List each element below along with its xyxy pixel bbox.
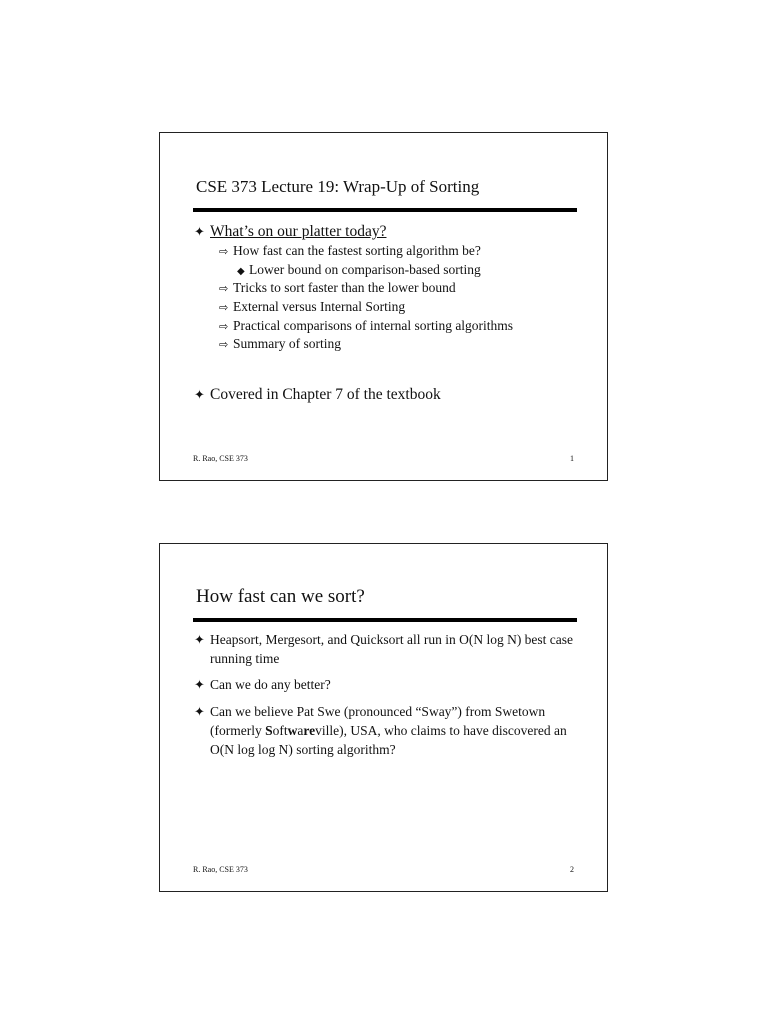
page-number: 2 xyxy=(570,865,574,874)
sub-item xyxy=(219,242,481,261)
bold-letter: e xyxy=(309,723,316,738)
slide-2 xyxy=(159,543,608,892)
slide-title: How fast can we sort? xyxy=(196,586,365,607)
sub-item xyxy=(219,298,405,317)
bullet-item xyxy=(194,222,386,242)
slide-title: CSE 373 Lecture 19: Wrap-Up of Sorting xyxy=(196,177,480,196)
bullet-text-part: oft xyxy=(272,723,288,738)
bullet-text-part: ville), USA, who claims to have discovered an O(N log log N) sorting algorithm? xyxy=(210,723,567,757)
footer-author: R. Rao, CSE 373 xyxy=(193,865,248,874)
bullet-text: Covered in Chapter 7 of the textbook xyxy=(210,386,441,403)
title-rule xyxy=(193,618,577,622)
arrow-bullet-icon: ⇨ xyxy=(219,282,229,295)
sub-item xyxy=(219,279,456,298)
arrow-bullet-icon: ⇨ xyxy=(219,245,229,258)
sub-item-text: Summary of sorting xyxy=(233,336,341,351)
arrow-bullet-icon: ⇨ xyxy=(219,301,229,314)
footer-author: R. Rao, CSE 373 xyxy=(193,454,248,463)
bullet-text: Heapsort, Mergesort, and Quicksort all run in O(N log N) best case running time xyxy=(210,632,574,666)
sub-item xyxy=(219,317,513,336)
bullet-item xyxy=(194,385,441,405)
bullet-item xyxy=(194,702,584,759)
sub-item-text: External versus Internal Sorting xyxy=(233,299,406,314)
slide-1 xyxy=(159,132,608,481)
bullet-text: Can we do any better? xyxy=(210,677,331,692)
bullet-text: What’s on our platter today? xyxy=(210,223,387,240)
bullet-text-part: Can we believe Pat Swe (pronounced “Sway”) from Swetown (formerly xyxy=(210,704,546,738)
sub-item xyxy=(219,335,341,354)
star-bullet-icon: ✦ xyxy=(194,225,205,240)
star-bullet-icon: ✦ xyxy=(194,633,205,648)
arrow-bullet-icon: ⇨ xyxy=(219,338,229,351)
sub-item-text: Practical comparisons of internal sorting algorithms xyxy=(233,318,514,333)
star-bullet-icon: ✦ xyxy=(194,678,205,693)
sub-item-text: Tricks to sort faster than the lower bound xyxy=(233,280,456,295)
bold-letter: r xyxy=(303,723,310,738)
bullet-item xyxy=(194,630,584,668)
bullet-item xyxy=(194,675,584,694)
star-bullet-icon: ✦ xyxy=(194,705,205,720)
star-bullet-icon: ✦ xyxy=(194,388,205,403)
bold-letter: S xyxy=(265,723,273,738)
sub-sub-item-text: Lower bound on comparison-based sorting xyxy=(249,262,481,277)
title-rule xyxy=(193,208,577,212)
page-number: 1 xyxy=(570,454,574,463)
diamond-bullet-icon: ◆ xyxy=(237,266,245,277)
bullet-text-part: a xyxy=(297,723,304,738)
bullet-text xyxy=(210,702,584,759)
bold-letter: w xyxy=(287,723,298,738)
arrow-bullet-icon: ⇨ xyxy=(219,320,229,333)
sub-sub-item xyxy=(237,261,481,281)
sub-item-text: How fast can the fastest sorting algorithm be? xyxy=(233,243,481,258)
